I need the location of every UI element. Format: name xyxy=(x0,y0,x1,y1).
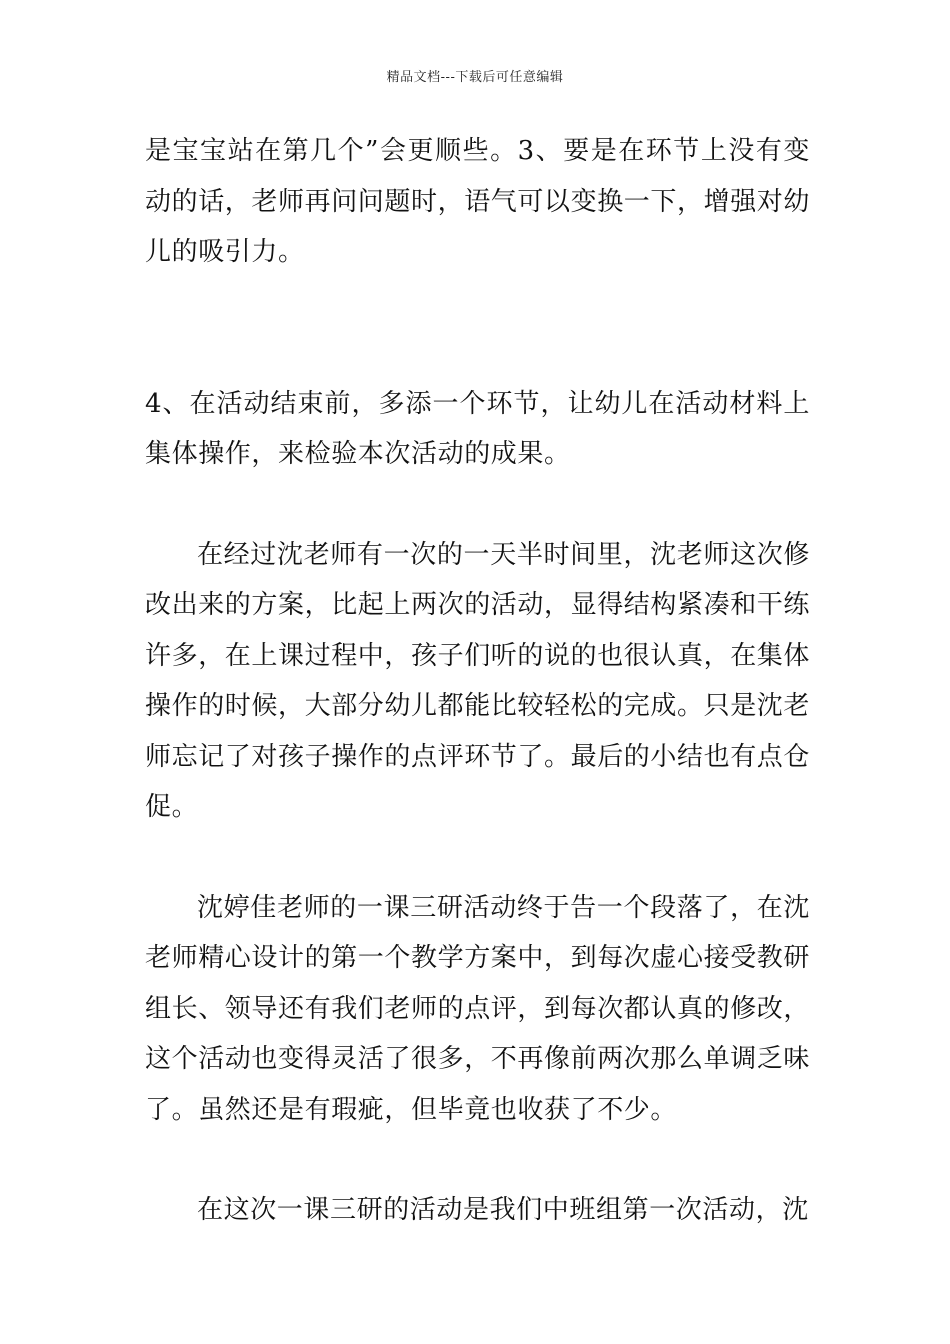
paragraph-continuation: 是宝宝站在第几个”会更顺些。3、要是在环节上没有变动的话，老师再问问题时，语气可以变换一下，增强对幼儿的吸引力。 xyxy=(145,136,811,267)
document-body xyxy=(145,126,810,1236)
page-header: 精品文档---下载后可任意编辑 xyxy=(386,70,564,85)
paragraph-item-4: 4、在活动结束前，多添一个环节，让幼儿在活动材料上集体操作，来检验本次活动的成果。 xyxy=(145,388,810,469)
paragraph-third-session: 在经过沈老师有一次的一天半时间里，沈老师这次修改出来的方案，比起上两次的活动，显得结构紧凑和干练许多，在上课过程中，孩子们听的说的也很认真，在集体操作的时候，大部分幼儿都能比较轻松的完成。只是沈老师忘记了对孩子操作的点评环节了。最后的小结也有点仓促。 xyxy=(145,539,811,822)
paragraph-final: 在这次一课三研的活动是我们中班组第一次活动，沈 xyxy=(197,1195,809,1225)
paragraph-summary: 沈婷佳老师的一课三研活动终于告一个段落了，在沈老师精心设计的第一个教学方案中，到每次虚心接受教研组长、领导还有我们老师的点评，到每次都认真的修改，这个活动也变得灵活了很多，不再像前两次那么单调乏味了。虽然还是有瑕疵，但毕竟也收获了不少。 xyxy=(145,892,811,1125)
